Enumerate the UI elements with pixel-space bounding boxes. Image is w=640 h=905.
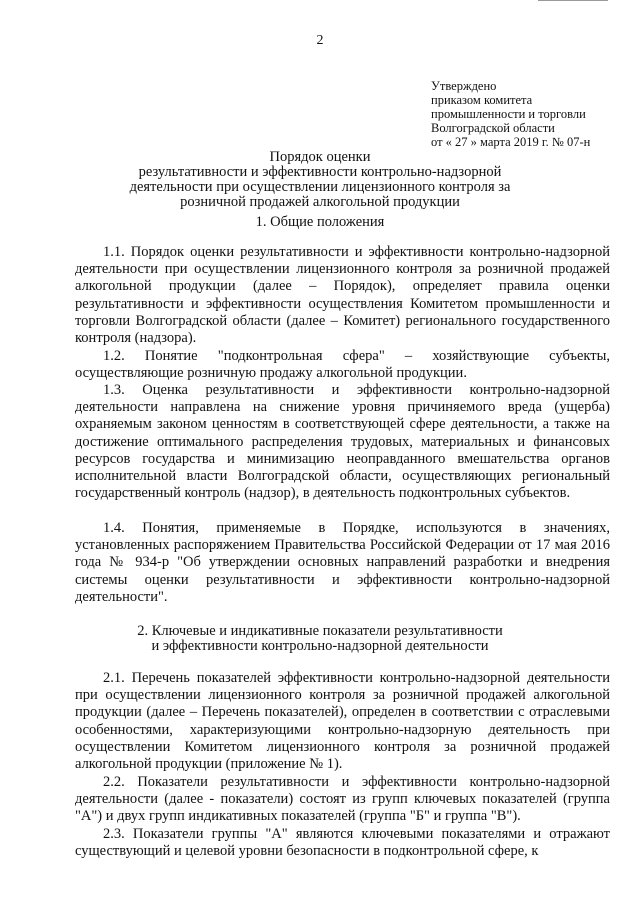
approval-line: приказом комитета <box>431 93 533 107</box>
paragraph-1-4: 1.4. Понятия, применяемые в Порядке, используются в значениях, установленных распоряжением Правительства Российской Федерации от 17 мая 2016 года № 934-р "Об утверждении основных направлений разработки и внедрения системы оценки результативности и эффективности контрольно-надзорной деятельности". <box>75 520 610 605</box>
paragraph-2-3: 2.3. Показатели группы "А" являются ключевыми показателями и отражают существующий и целевой уровни безопасности в подконтрольной сфере, к <box>75 826 610 860</box>
approval-line: от « 27 » марта 2019 г. № 07-н <box>431 135 591 149</box>
approval-line: Волгоградской области <box>431 121 555 135</box>
approval-block <box>431 79 590 149</box>
document-title <box>120 150 520 210</box>
document-title-main: Порядок оценки <box>269 149 371 165</box>
paragraph-2-2: 2.2. Показатели результативности и эффективности контрольно-надзорной деятельности (далее - показатели) состоят из групп ключевых показателей (группа "А") и двух групп индикативных показателей (группа "Б" и группа "В"). <box>75 774 610 825</box>
approval-line: промышленности и торговли <box>431 107 586 121</box>
section-2-heading-line: и эффективности контрольно-надзорной деятельности <box>151 638 489 654</box>
paragraph-1-3: 1.3. Оценка результативности и эффективности контрольно-надзорной деятельности направлена на снижение уровня причиняемого вреда (ущерба) охраняемым законом ценностям в соответствующей сфере деятельности, а также на достижение оптимального распределения трудовых, материальных и финансовых ресурсов государства и минимизацию неоправданного вмешательства органов исполнительной власти Волгоградской области, осуществляющих региональный государственный контроль (надзор), в деятельность подконтрольных субъектов. <box>75 382 610 502</box>
section-1-heading: 1. Общие положения <box>255 214 385 230</box>
section-2-heading-line: 2. Ключевые и индикативные показатели результативности <box>137 623 503 639</box>
document-title-subtitle: результативности и эффективности контрольно-надзорной деятельности при осуществлении лицензионного контроля за розничной продажей алкогольной продукции <box>129 164 511 210</box>
section-2-heading <box>80 624 560 654</box>
paragraph-1-1: 1.1. Порядок оценки результативности и эффективности контрольно-надзорной деятельности при осуществлении лицензионного контроля за розничной продажей алкогольной продукции (далее – Порядок), определяет правила оценки результативности и эффективности осуществления Комитетом промышленности и торговли Волгоградской области (далее – Комитет) регионального государственного контроля (надзора). <box>75 244 610 347</box>
scan-edge-mark <box>538 0 608 3</box>
paragraph-2-1: 2.1. Перечень показателей эффективности контрольно-надзорной деятельности при осуществлении лицензионного контроля за розничной продажей алкогольной продукции (далее – Перечень показателей), определен в соответствии с отраслевыми особенностями, характеризующими контрольно-надзорную деятельность при осуществлении Комитетом лицензионного контроля за розничной продажей алкогольной продукции (приложение № 1). <box>75 670 610 773</box>
paragraph-1-2: 1.2. Понятие "подконтрольная сфера" – хозяйствующие субъекты, осуществляющие розничную продажу алкогольной продукции. <box>75 348 610 382</box>
page-number: 2 <box>316 33 324 48</box>
approval-line: Утверждено <box>431 79 497 93</box>
